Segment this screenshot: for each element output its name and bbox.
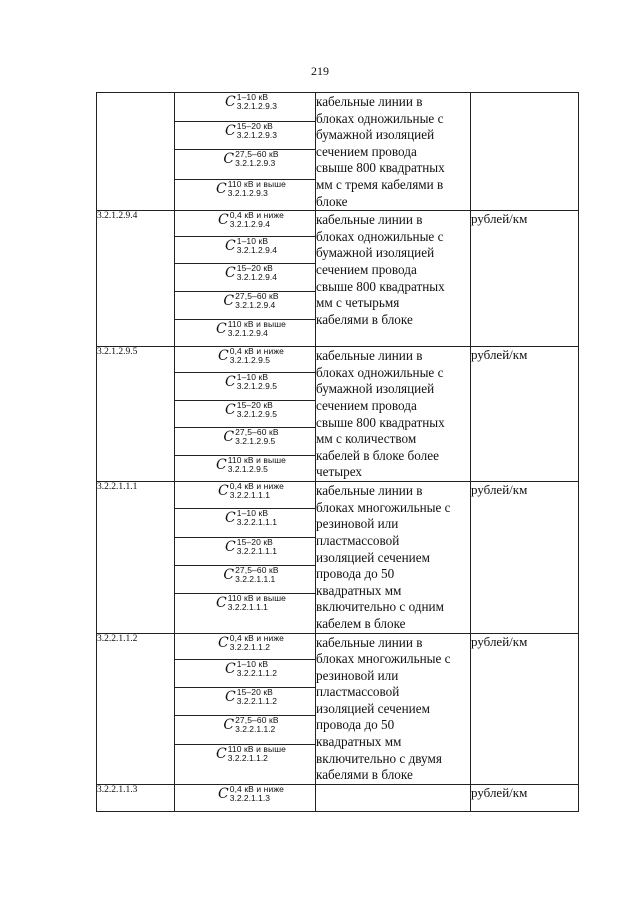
index-subscript: 3.2.2.1.1.1: [236, 516, 277, 527]
index-subscript: 3.2.1.2.9.4: [235, 300, 276, 311]
rate-symbol-indices: [237, 688, 277, 706]
description-line: изоляцией сечением: [316, 700, 430, 716]
rate-symbol-cell: [175, 537, 316, 565]
description-line: кабельные линии в: [316, 212, 423, 228]
index-subscript: 3.2.2.1.1.1: [227, 602, 268, 613]
voltage-superscript: 0,4 кВ и ниже: [229, 632, 284, 643]
index-subscript: 3.2.1.2.9.4: [236, 245, 277, 256]
voltage-superscript: 1–10 кВ: [236, 92, 269, 102]
unit-cell: [471, 93, 579, 211]
rate-symbol-indices: [228, 320, 286, 338]
rate-symbol-indices: [235, 566, 278, 584]
unit-cell: рублей/км: [471, 347, 579, 482]
rate-symbol: [223, 716, 278, 734]
rate-symbol-cell: [175, 744, 316, 784]
description-text: [316, 93, 470, 210]
rate-symbol: [223, 292, 278, 310]
index-subscript: 3.2.1.2.9.4: [227, 328, 268, 339]
description-line: провода до 50: [316, 717, 395, 733]
rate-symbol-letter: C: [216, 321, 227, 338]
rate-symbol-letter: C: [218, 785, 229, 802]
rate-symbol-cell: [175, 150, 316, 180]
index-subscript: 3.2.1.2.9.5: [236, 381, 277, 392]
description-line: кабельные линии в: [316, 348, 423, 364]
rate-symbol: [225, 538, 277, 556]
description-line: бумажной изоляцией: [316, 381, 435, 397]
rate-symbol-cell: [175, 401, 316, 428]
tariff-code-cell: [97, 93, 175, 211]
rate-symbol: [216, 320, 286, 338]
rate-symbol: [225, 660, 277, 678]
rate-symbol: [225, 373, 277, 391]
rate-symbol-cell: [175, 320, 316, 347]
tariff-code-cell: 3.2.1.2.9.5: [97, 347, 175, 482]
description-cell: [316, 633, 471, 784]
rate-symbol-cell: [175, 211, 316, 237]
page-number: 219: [311, 64, 329, 78]
rate-symbol-cell: [175, 594, 316, 633]
rate-symbol-cell: [175, 93, 316, 122]
voltage-superscript: 110 кВ и выше: [227, 593, 286, 604]
index-subscript: 3.2.2.1.1.2: [236, 668, 277, 679]
rate-symbol-indices: [230, 634, 284, 652]
table-row: [97, 633, 579, 660]
description-line: включительно с одним: [316, 599, 444, 615]
rate-symbol-indices: [230, 211, 284, 229]
description-line: провода до 50: [316, 566, 395, 582]
rate-symbol-indices: [237, 264, 277, 282]
tariff-table: [96, 92, 579, 812]
rate-symbol-letter: C: [216, 457, 227, 474]
rate-symbol: [216, 594, 286, 612]
voltage-superscript: 1–10 кВ: [236, 236, 269, 247]
rate-symbol-letter: C: [218, 483, 229, 500]
rate-symbol-letter: C: [225, 509, 236, 526]
index-subscript: 3.2.1.2.9.3: [227, 188, 268, 199]
rate-symbol: [216, 180, 286, 198]
index-subscript: 3.2.2.1.1.1: [236, 545, 277, 556]
index-subscript: 3.2.1.2.9.5: [227, 464, 268, 475]
description-line: свыше 800 квадратных: [316, 414, 445, 430]
rate-symbol: [218, 211, 284, 229]
rate-symbol-cell: [175, 784, 316, 811]
tariff-table-body: [97, 93, 579, 812]
description-line: бумажной изоляцией: [316, 245, 435, 261]
rate-symbol-indices: [228, 180, 286, 198]
unit-cell: рублей/км: [471, 784, 579, 811]
voltage-superscript: 15–20 кВ: [236, 263, 273, 274]
rate-symbol-letter: C: [216, 745, 227, 762]
description-line: кабелями в блоке: [316, 311, 413, 327]
rate-symbol-cell: [175, 482, 316, 509]
rate-symbol: [218, 785, 284, 803]
unit-cell: рублей/км: [471, 211, 579, 347]
voltage-superscript: 1–10 кВ: [236, 507, 269, 518]
index-subscript: 3.2.2.1.1.2: [229, 641, 270, 652]
rate-symbol-cell: [175, 688, 316, 716]
description-line: кабелями в блоке: [316, 767, 413, 783]
description-text: [316, 785, 470, 786]
description-line: квадратных мм: [316, 582, 402, 598]
index-subscript: 3.2.1.2.9.3: [235, 158, 276, 169]
rate-symbol-cell: [175, 347, 316, 373]
rate-symbol: [223, 566, 278, 584]
rate-symbol-letter: C: [223, 429, 235, 446]
description-line: блоках одножильные с: [316, 228, 444, 244]
description-line: блоках одножильные с: [316, 110, 444, 126]
description-line: сечением провода: [316, 261, 417, 277]
index-subscript: 3.2.2.1.1.3: [229, 792, 270, 803]
voltage-superscript: 15–20 кВ: [236, 120, 273, 131]
voltage-superscript: 1–10 кВ: [236, 372, 269, 383]
description-text: [316, 211, 470, 328]
description-text: [316, 347, 470, 481]
rate-symbol-indices: [228, 745, 286, 763]
rate-symbol-letter: C: [225, 374, 236, 391]
voltage-superscript: 1–10 кВ: [236, 659, 269, 670]
description-line: включительно с двумя: [316, 750, 442, 766]
index-subscript: 3.2.1.2.9.4: [229, 219, 270, 230]
rate-symbol: [223, 150, 278, 168]
description-text: [316, 634, 470, 784]
rate-symbol-letter: C: [225, 402, 236, 419]
index-subscript: 3.2.1.2.9.3: [236, 129, 277, 140]
voltage-superscript: 27,5–60 кВ: [235, 291, 279, 302]
voltage-superscript: 0,4 кВ и ниже: [229, 210, 284, 221]
rate-symbol: [218, 634, 284, 652]
description-cell: [316, 347, 471, 482]
table-row: [97, 211, 579, 237]
tariff-code-cell: 3.2.2.1.1.3: [97, 784, 175, 811]
rate-symbol-cell: [175, 237, 316, 264]
description-text: [316, 482, 470, 632]
description-cell: [316, 784, 471, 811]
description-cell: [316, 482, 471, 633]
table-row: [97, 347, 579, 373]
index-subscript: 3.2.2.1.1.2: [236, 696, 277, 707]
voltage-superscript: 110 кВ и выше: [227, 179, 286, 190]
voltage-superscript: 0,4 кВ и ниже: [229, 783, 284, 794]
rate-symbol-indices: [237, 373, 277, 391]
rate-symbol-cell: [175, 428, 316, 456]
description-line: кабелем в блоке: [316, 615, 406, 631]
index-subscript: 3.2.2.1.1.1: [235, 573, 276, 584]
description-line: свыше 800 квадратных: [316, 278, 445, 294]
rate-symbol-letter: C: [225, 122, 236, 139]
rate-symbol-indices: [237, 93, 277, 111]
description-line: кабельные линии в: [316, 94, 423, 109]
rate-symbol: [225, 401, 277, 419]
rate-symbol-letter: C: [225, 94, 236, 110]
rate-symbol-letter: C: [225, 538, 236, 555]
voltage-superscript: 15–20 кВ: [236, 400, 273, 411]
unit-cell: рублей/км: [471, 633, 579, 784]
rate-symbol-cell: [175, 660, 316, 688]
description-line: блоках одножильные с: [316, 364, 444, 380]
description-cell: [316, 93, 471, 211]
voltage-superscript: 0,4 кВ и ниже: [229, 346, 284, 357]
table-row: [97, 784, 579, 811]
rate-symbol-indices: [237, 538, 277, 556]
rate-symbol-letter: C: [216, 181, 227, 198]
rate-symbol-letter: C: [225, 265, 236, 282]
tariff-code-cell: 3.2.2.1.1.1: [97, 482, 175, 633]
rate-symbol-indices: [235, 150, 278, 168]
rate-symbol-cell: [175, 180, 316, 211]
rate-symbol: [216, 745, 286, 763]
rate-symbol-indices: [237, 509, 277, 527]
index-subscript: 3.2.1.2.9.5: [229, 355, 270, 366]
rate-symbol-cell: [175, 373, 316, 401]
description-line: резиновой или: [316, 667, 399, 683]
rate-symbol-cell: [175, 508, 316, 537]
description-line: блоке: [316, 193, 348, 209]
description-line: квадратных мм: [316, 734, 402, 750]
voltage-superscript: 15–20 кВ: [236, 536, 273, 547]
description-line: кабельные линии в: [316, 634, 423, 650]
voltage-superscript: 27,5–60 кВ: [235, 149, 279, 160]
rate-symbol: [225, 264, 277, 282]
rate-symbol-indices: [235, 716, 278, 734]
rate-symbol-indices: [228, 456, 286, 474]
rate-symbol-indices: [235, 428, 278, 446]
rate-symbol: [225, 237, 277, 255]
voltage-superscript: 0,4 кВ и ниже: [229, 481, 284, 492]
rate-symbol-letter: C: [225, 661, 236, 678]
rate-symbol-indices: [230, 347, 284, 365]
description-line: пластмассовой: [316, 532, 400, 548]
description-line: мм с четырьмя: [316, 295, 400, 311]
rate-symbol-letter: C: [225, 689, 236, 706]
description-line: блоках многожильные с: [316, 651, 451, 667]
description-line: сечением провода: [316, 397, 417, 413]
description-line: пластмассовой: [316, 684, 400, 700]
rate-symbol-cell: [175, 292, 316, 320]
unit-cell: рублей/км: [471, 482, 579, 633]
rate-symbol-indices: [230, 785, 284, 803]
description-line: резиновой или: [316, 516, 399, 532]
rate-symbol-letter: C: [218, 212, 229, 229]
voltage-superscript: 110 кВ и выше: [227, 455, 286, 466]
description-line: сечением провода: [316, 143, 417, 159]
rate-symbol-cell: [175, 264, 316, 292]
index-subscript: 3.2.1.2.9.3: [236, 101, 277, 111]
rate-symbol-letter: C: [223, 151, 235, 168]
rate-symbol: [218, 482, 284, 500]
rate-symbol: [225, 122, 277, 140]
index-subscript: 3.2.1.2.9.5: [235, 436, 276, 447]
description-line: четырех: [316, 464, 362, 480]
rate-symbol-indices: [237, 122, 277, 140]
description-line: свыше 800 квадратных: [316, 160, 445, 176]
description-line: изоляцией сечением: [316, 549, 430, 565]
rate-symbol-cell: [175, 633, 316, 660]
rate-symbol-letter: C: [225, 238, 236, 255]
rate-symbol-letter: C: [223, 716, 235, 733]
index-subscript: 3.2.2.1.1.2: [227, 752, 268, 763]
voltage-superscript: 27,5–60 кВ: [235, 427, 279, 438]
index-subscript: 3.2.1.2.9.4: [236, 272, 277, 283]
description-line: блоках многожильные с: [316, 499, 451, 515]
table-row: [97, 93, 579, 122]
index-subscript: 3.2.2.1.1.1: [229, 490, 270, 501]
tariff-code-cell: 3.2.2.1.1.2: [97, 633, 175, 784]
rate-symbol: [223, 428, 278, 446]
rate-symbol-cell: [175, 565, 316, 594]
rate-symbol: [218, 347, 284, 365]
table-row: [97, 482, 579, 509]
description-line: кабельные линии в: [316, 483, 423, 499]
voltage-superscript: 110 кВ и выше: [227, 743, 286, 754]
rate-symbol-letter: C: [216, 595, 227, 612]
rate-symbol-letter: C: [223, 566, 235, 583]
rate-symbol: [225, 688, 277, 706]
rate-symbol-cell: [175, 121, 316, 150]
rate-symbol-cell: [175, 456, 316, 482]
index-subscript: 3.2.2.1.1.2: [235, 723, 276, 734]
voltage-superscript: 110 кВ и выше: [227, 319, 286, 330]
rate-symbol-letter: C: [218, 634, 229, 651]
rate-symbol-letter: C: [223, 293, 235, 310]
rate-symbol-letter: C: [218, 348, 229, 365]
description-cell: [316, 211, 471, 347]
voltage-superscript: 15–20 кВ: [236, 687, 273, 698]
rate-symbol-indices: [237, 401, 277, 419]
voltage-superscript: 27,5–60 кВ: [235, 714, 279, 725]
rate-symbol-indices: [235, 292, 278, 310]
voltage-superscript: 27,5–60 кВ: [235, 564, 279, 575]
description-line: кабелей в блоке более: [316, 447, 439, 463]
rate-symbol: [225, 93, 277, 111]
rate-symbol-indices: [230, 482, 284, 500]
rate-symbol-cell: [175, 715, 316, 744]
description-line: бумажной изоляцией: [316, 127, 435, 143]
index-subscript: 3.2.1.2.9.5: [236, 409, 277, 420]
rate-symbol-indices: [228, 594, 286, 612]
tariff-code-cell: 3.2.1.2.9.4: [97, 211, 175, 347]
rate-symbol-indices: [237, 237, 277, 255]
rate-symbol: [225, 509, 277, 527]
rate-symbol-indices: [237, 660, 277, 678]
rate-symbol: [216, 456, 286, 474]
description-line: мм с количеством: [316, 431, 417, 447]
description-line: мм с тремя кабелями в: [316, 176, 444, 192]
